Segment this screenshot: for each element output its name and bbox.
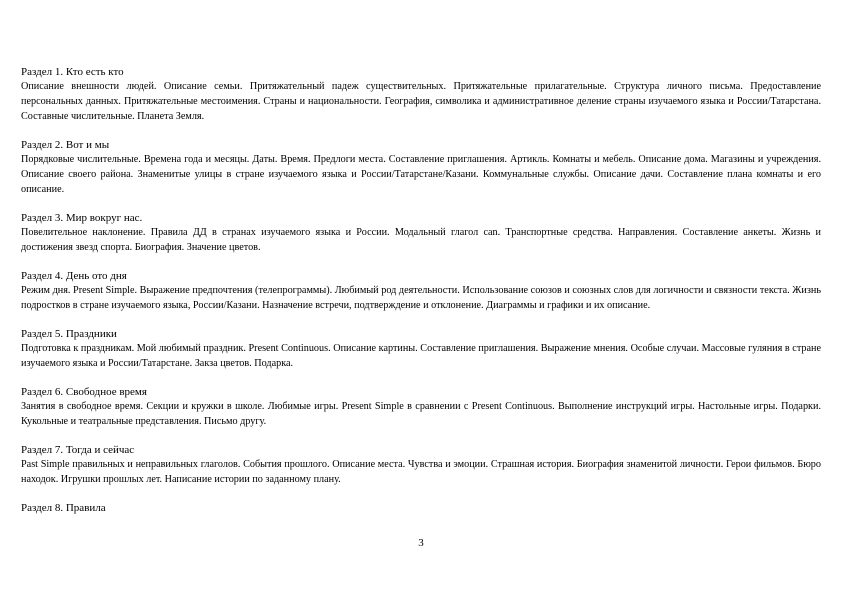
document-page: [21, 65, 821, 529]
section-body: Подготовка к праздникам. Мой любимый праздник. Present Continuous. Описание картины. Составление приглашения. Выражение мнения. Особые случаи. Массовые гуляния в стране изучаемого языка и России/Татарстане. Закза цветов. Подарка.: [21, 343, 821, 369]
section-title: Раздел 7. Тогда и сейчас: [21, 444, 135, 456]
section-body: Порядковые числительные. Времена года и месяцы. Даты. Время. Предлоги места. Составление приглашения. Артикль. Комнаты и мебель. Описание дома. Магазины и учреждения. Описание своего района. Знаменитые улицы в стране изучаемого языка и России/Татарстане/Казани. Коммунальные службы. Описание дачи. Составление плана комнаты и его описание.: [21, 154, 821, 195]
section-body: Описание внешности людей. Описание семьи. Притяжательный падеж существительных. Притяжательные прилагательные. Структура личного письма. Предоставление персональных данных. Притяжательные местоимения. Страны и национальности. География, символика и административное деление страны изучаемого языка и России/Татарстана. Составные числительные. Планета Земля.: [21, 81, 821, 122]
section-title: Раздел 6. Свободное время: [21, 386, 147, 398]
section-title: Раздел 4. День ото дня: [21, 270, 127, 282]
section-title: Раздел 8. Правила: [21, 502, 106, 514]
section-8: [21, 501, 821, 515]
section-3: [21, 211, 821, 255]
section-5: [21, 327, 821, 371]
page-number: 3: [418, 537, 424, 549]
section-body: Режим дня. Present Simple. Выражение предпочтения (телепрограммы). Любимый род деятельности. Использование союзов и союзных слов для логичности и связности текста. Жизнь подростков в стране изучаемого языка, России/Казани. Назначение встречи, подтверждение и отклонение. Диаграммы и графики и их описание.: [21, 285, 821, 311]
section-body: Past Simple правильных и неправильных глаголов. События прошлого. Описание места. Чувства и эмоции. Страшная история. Биография знаменитой личности. Герои фильмов. Бюро находок. Игрушки прошлых лет. Написание истории по заданному плану.: [21, 459, 821, 485]
section-6: [21, 385, 821, 429]
section-title: Раздел 1. Кто есть кто: [21, 66, 124, 78]
section-2: [21, 138, 821, 197]
section-7: [21, 443, 821, 487]
section-body: Повелительное наклонение. Правила ДД в странах изучаемого языка и России. Модальный глагол can. Транспортные средства. Направления. Составление анкеты. Жизнь и достижения звезд спорта. Биография. Значение цветов.: [21, 227, 821, 253]
section-title: Раздел 3. Мир вокруг нас.: [21, 212, 143, 224]
section-body: Занятия в свободное время. Секции и кружки в школе. Любимые игры. Present Simple в сравнении с Present Continuous. Выполнение инструкций игры. Настольные игры. Подарки. Кукольные и театральные представления. Письмо другу.: [21, 401, 821, 427]
section-title: Раздел 2. Вот и мы: [21, 139, 110, 151]
section-title: Раздел 5. Праздники: [21, 328, 117, 340]
section-4: [21, 269, 821, 313]
section-1: [21, 65, 821, 124]
